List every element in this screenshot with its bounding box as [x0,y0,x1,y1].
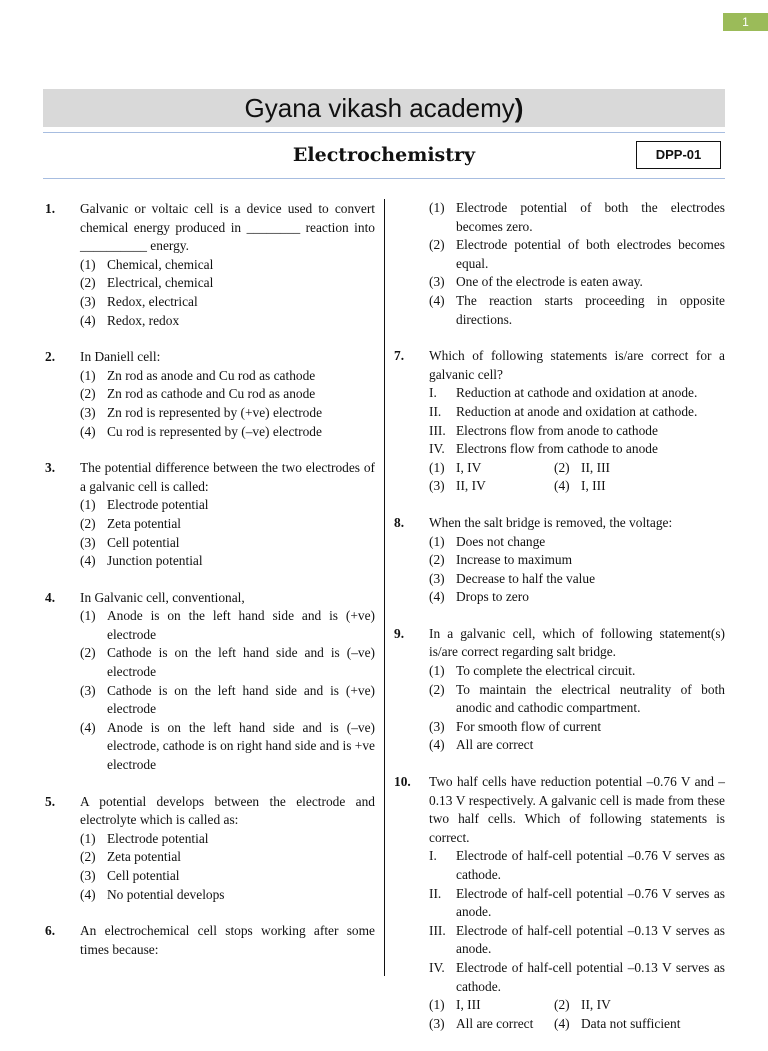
question-2 [45,348,375,441]
header-rule-bottom [43,178,725,179]
question-number: 5. [45,793,56,809]
option-2: (2) To maintain the electrical neutrality of both anodic and cathodic compartment. [429,681,725,716]
question-8 [394,514,725,607]
option-3: (3) One of the electrode is eaten away. [429,274,643,290]
question-stem: In a galvanic cell, which of following statement(s) is/are correct regarding salt bridge. [429,625,725,660]
question-7 [394,347,725,496]
question-number: 10. [394,774,411,790]
question-stem: A potential develops between the electrode and electrolyte which is called as: [80,793,375,828]
dpp-code-box: DPP-01 [636,141,721,169]
option-3: (3) For smooth flow of current [429,718,602,734]
option-3: (3) Decrease to half the value [429,570,596,586]
option-1: (1) Electrode potential [80,830,209,846]
option-4: (4) The reaction starts proceeding in opposite directions. [429,292,725,327]
option-2: (2) II, IV [554,997,611,1013]
option-4: (4) All are correct [429,737,534,753]
question-stem: Which of following statements is/are correct for a galvanic cell? [429,348,725,382]
question-number: 8. [394,514,405,530]
option-3: (3) All are correct [429,1015,534,1031]
statement-2: II. Reduction at anode and oxidation at cathode. [429,403,698,419]
option-1: (1) I, III [429,997,481,1013]
question-1 [45,200,375,330]
column-divider [384,199,385,976]
option-4: (4) Anode is on the left hand side and is (–ve) electrode, cathode is on right hand side and is +ve electrode [80,719,375,773]
option-1: (1) Zn rod as anode and Cu rod as cathode [80,367,316,383]
option-3: (3) Cell potential [80,868,180,883]
option-3: (3) Redox, electrical [80,293,198,309]
statement-2: II. Electrode of half-cell potential –0.76 V serves as anode. [429,885,725,920]
question-stem: In Daniell cell: [80,349,161,365]
statement-3: III. Electrons flow from anode to cathode [429,422,658,438]
option-4: (4) Redox, redox [80,312,180,328]
option-3: (3) Cell potential [80,534,180,550]
option-3: (3) II, IV [429,478,486,494]
option-2: (2) Cathode is on the left hand side and is (–ve) electrode [80,645,375,680]
question-number: 1. [45,201,56,216]
question-stem: When the salt bridge is removed, the voltage: [429,514,673,530]
right-column [394,199,725,1051]
question-stem: The potential difference between the two electrodes of a galvanic cell is called: [80,460,375,494]
question-number: 2. [45,349,56,365]
question-number: 9. [394,625,405,641]
academy-name: Gyana vikash academy [244,93,515,123]
option-4: (4) Cu rod is represented by (–ve) electrode [80,423,322,439]
statement-4: IV. Electrons flow from cathode to anode [429,441,658,457]
option-2: (2) Electrode potential of both electrodes becomes equal. [429,237,725,271]
question-number: 7. [394,348,405,364]
statement-1: I. Electrode of half-cell potential –0.76 V serves as cathode. [429,848,725,882]
option-2: (2) II, III [554,459,610,475]
header-rule-top [43,132,725,133]
statement-3: III. Electrode of half-cell potential –0.13 V serves as anode. [429,922,725,957]
option-4: (4) Data not sufficient [554,1015,681,1031]
academy-title [43,89,725,127]
option-2: (2) Increase to maximum [429,552,573,568]
question-6 [45,922,375,959]
left-column [45,200,375,977]
question-10 [394,773,725,1033]
options-grid [429,996,725,1033]
question-stem: In Galvanic cell, conventional, [80,589,245,605]
question-stem: Two half cells have reduction potential –0.76 V and –0.13 V respectively. A galvanic cell is made from these two half cells. Which of following statements is correct. [429,774,725,845]
question-stem: An electrochemical cell stops working after some times because: [80,923,375,957]
option-4: (4) I, III [554,478,606,494]
option-3: (3) Zn rod is represented by (+ve) electrode [80,404,323,420]
option-4: (4) No potential develops [80,886,225,902]
option-2: (2) Zeta potential [80,849,181,865]
option-1: (1) Anode is on the left hand side and is (+ve) electrode [80,608,375,642]
question-number: 4. [45,589,56,605]
question-number: 3. [45,460,56,476]
statement-1: I. Reduction at cathode and oxidation at anode. [429,385,698,401]
option-1: (1) Does not change [429,533,546,549]
statement-4: IV. Electrode of half-cell potential –0.13 V serves as cathode. [429,959,725,994]
options-grid [429,459,725,496]
option-3: (3) Cathode is on the left hand side and is (+ve) electrode [80,682,375,717]
question-number: 6. [45,923,56,939]
option-1: (1) Chemical, chemical [80,256,214,272]
subject-title: Electrochemistry [292,144,476,166]
question-4 [45,589,375,775]
question-9 [394,625,725,755]
option-1: (1) To complete the electrical circuit. [429,663,636,679]
question-stem: Galvanic or voltaic cell is a device used to convert chemical energy produced in ________ reaction into __________ energy. [80,201,375,254]
academy-paren: ) [514,93,524,123]
option-2: (2) Electrical, chemical [80,275,214,291]
option-4: (4) Drops to zero [429,589,529,605]
page-number-badge: 1 [723,13,768,31]
option-4: (4) Junction potential [80,553,203,569]
option-1: (1) I, IV [429,459,482,475]
option-1: (1) Electrode potential [80,497,209,513]
option-2: (2) Zn rod as cathode and Cu rod as anode [80,386,316,402]
question-5 [45,793,375,905]
option-1: (1) Electrode potential of both the electrodes becomes zero. [429,200,725,234]
question-3 [45,459,375,571]
option-2: (2) Zeta potential [80,515,181,531]
question-6-options [394,199,725,329]
